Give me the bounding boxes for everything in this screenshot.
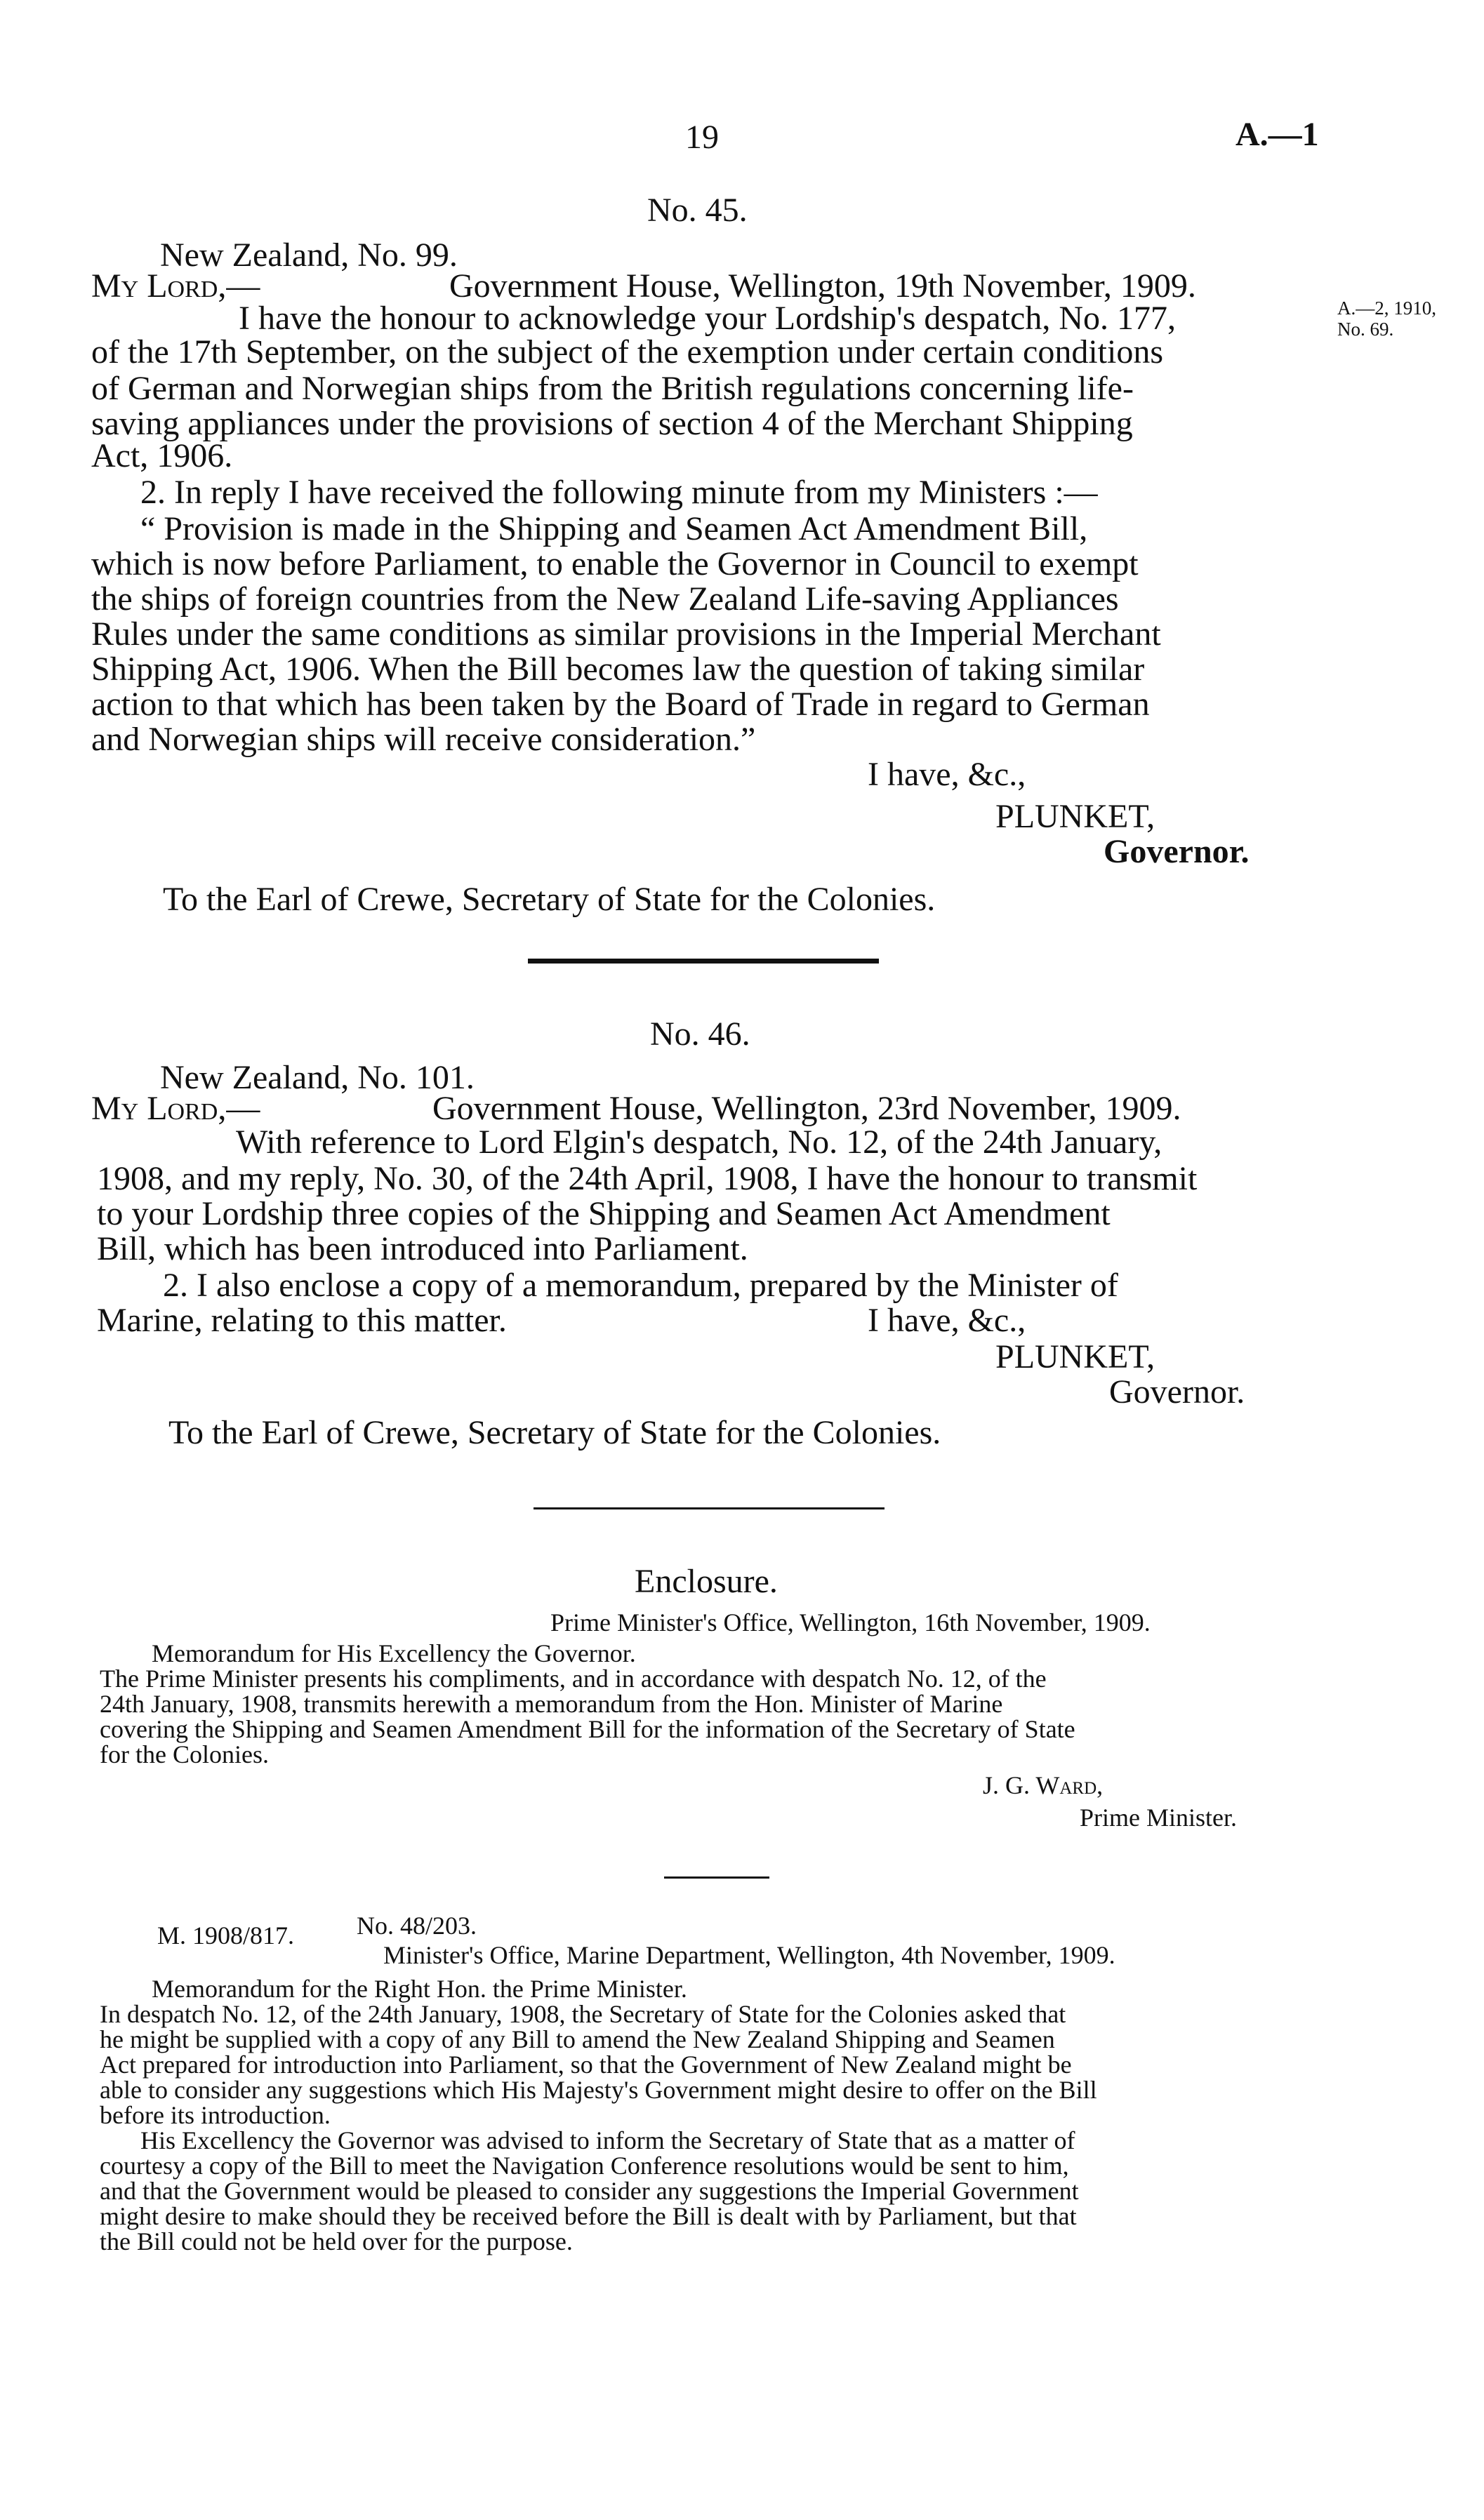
body-line: Marine, relating to this matter. [97, 1302, 507, 1339]
body-line: might desire to make should they be received before the Bill is dealt with by Parliament, but that [100, 2202, 1077, 2230]
body-line: to your Lordship three copies of the Shipping and Seamen Act Amendment [97, 1195, 1111, 1232]
place-date: Government House, Wellington, 23rd November, 1909. [432, 1090, 1181, 1127]
addressee: To the Earl of Crewe, Secretary of State for the Colonies. [168, 1414, 941, 1451]
reference-number: M. 1908/817. [157, 1921, 295, 1949]
signature-title: Governor. [1109, 1373, 1245, 1411]
body-line: Bill, which has been introduced into Parliament. [97, 1230, 748, 1267]
body-line: I have the honour to acknowledge your Lordship's despatch, No. 177, [239, 300, 1176, 337]
margin-note: A.—2, 1910, [1337, 298, 1436, 319]
body-line: Shipping Act, 1906. When the Bill becomes law the question of taking similar [91, 651, 1145, 688]
body-line: 2. I also enclose a copy of a memorandum, prepared by the Minister of [163, 1267, 1118, 1304]
memo-for: Memorandum for the Right Hon. the Prime Minister. [152, 1975, 687, 2003]
body-line: Act prepared for introduction into Parliament, so that the Government of New Zealand might be [100, 2051, 1072, 2079]
salutation: My Lord,— [91, 1090, 260, 1127]
page-number: 19 [685, 119, 719, 156]
signature: J. G. Ward, [983, 1771, 1104, 1799]
body-line: and that the Government would be pleased to consider any suggestions the Imperial Government [100, 2177, 1079, 2205]
section-divider-thick [528, 959, 879, 964]
body-line: of the 17th September, on the subject of the exemption under certain conditions [91, 333, 1163, 371]
signature-title: Governor. [1104, 833, 1250, 870]
series-reference: A.—1 [1235, 116, 1319, 153]
body-line: 2. In reply I have received the following minute from my Ministers :— [140, 474, 1098, 511]
enclosure-heading: Enclosure. [635, 1563, 778, 1600]
signature: PLUNKET, [995, 1338, 1155, 1375]
section-divider-short [664, 1876, 769, 1879]
body-line: “ Provision is made in the Shipping and Seamen Act Amendment Bill, [140, 510, 1088, 547]
body-line: before its introduction. [100, 2101, 331, 2129]
body-line: for the Colonies. [100, 1740, 269, 1768]
body-line: he might be supplied with a copy of any Bill to amend the New Zealand Shipping and Seamen [100, 2025, 1055, 2053]
closing: I have, &c., [868, 1302, 1026, 1339]
body-line: 1908, and my reply, No. 30, of the 24th April, 1908, I have the honour to transmit [97, 1160, 1198, 1197]
reference-number: No. 48/203. [357, 1912, 477, 1940]
body-line: which is now before Parliament, to enable the Governor in Council to exempt [91, 545, 1139, 582]
body-line: the Bill could not be held over for the purpose. [100, 2227, 573, 2255]
body-line: of German and Norwegian ships from the British regulations concerning life- [91, 370, 1134, 407]
signature: PLUNKET, [995, 798, 1155, 835]
body-line: Act, 1906. [91, 437, 233, 474]
closing: I have, &c., [868, 756, 1026, 793]
margin-note: No. 69. [1337, 319, 1394, 340]
body-line: action to that which has been taken by the Board of Trade in regard to German [91, 686, 1150, 723]
place-date: Prime Minister's Office, Wellington, 16th November, 1909. [550, 1608, 1151, 1636]
body-line: 24th January, 1908, transmits herewith a memorandum from the Hon. Minister of Marine [100, 1690, 1003, 1718]
section-divider [534, 1507, 885, 1509]
body-line: covering the Shipping and Seamen Amendment Bill for the information of the Secretary of State [100, 1715, 1075, 1743]
body-line: able to consider any suggestions which His Majesty's Government might desire to offer on the Bill [100, 2076, 1097, 2104]
signature-title: Prime Minister. [1080, 1804, 1237, 1832]
body-line: In despatch No. 12, of the 24th January, 1908, the Secretary of State for the Colonies asked that [100, 2000, 1066, 2028]
despatch-number: No. 45. [647, 192, 748, 229]
body-line: courtesy a copy of the Bill to meet the Navigation Conference resolutions would be sent to him, [100, 2152, 1069, 2180]
addressee: To the Earl of Crewe, Secretary of State for the Colonies. [163, 881, 936, 918]
body-line: His Excellency the Governor was advised to inform the Secretary of State that as a matter of [140, 2126, 1075, 2154]
colony-line: New Zealand, No. 99. [160, 236, 458, 274]
body-line: With reference to Lord Elgin's despatch, No. 12, of the 24th January, [236, 1124, 1162, 1161]
salutation: My Lord,— [91, 267, 260, 305]
place-date: Minister's Office, Marine Department, Wellington, 4th November, 1909. [383, 1941, 1115, 1969]
body-line: saving appliances under the provisions of section 4 of the Merchant Shipping [91, 405, 1133, 442]
body-line: Rules under the same conditions as similar provisions in the Imperial Merchant [91, 615, 1161, 653]
body-line: and Norwegian ships will receive consideration.” [91, 721, 756, 758]
colony-line: New Zealand, No. 101. [160, 1059, 475, 1096]
body-line: The Prime Minister presents his compliments, and in accordance with despatch No. 12, of the [100, 1665, 1047, 1693]
body-line: the ships of foreign countries from the New Zealand Life-saving Appliances [91, 580, 1119, 618]
place-date: Government House, Wellington, 19th November, 1909. [449, 267, 1196, 305]
memo-for: Memorandum for His Excellency the Governor. [152, 1639, 636, 1667]
despatch-number: No. 46. [650, 1015, 750, 1053]
